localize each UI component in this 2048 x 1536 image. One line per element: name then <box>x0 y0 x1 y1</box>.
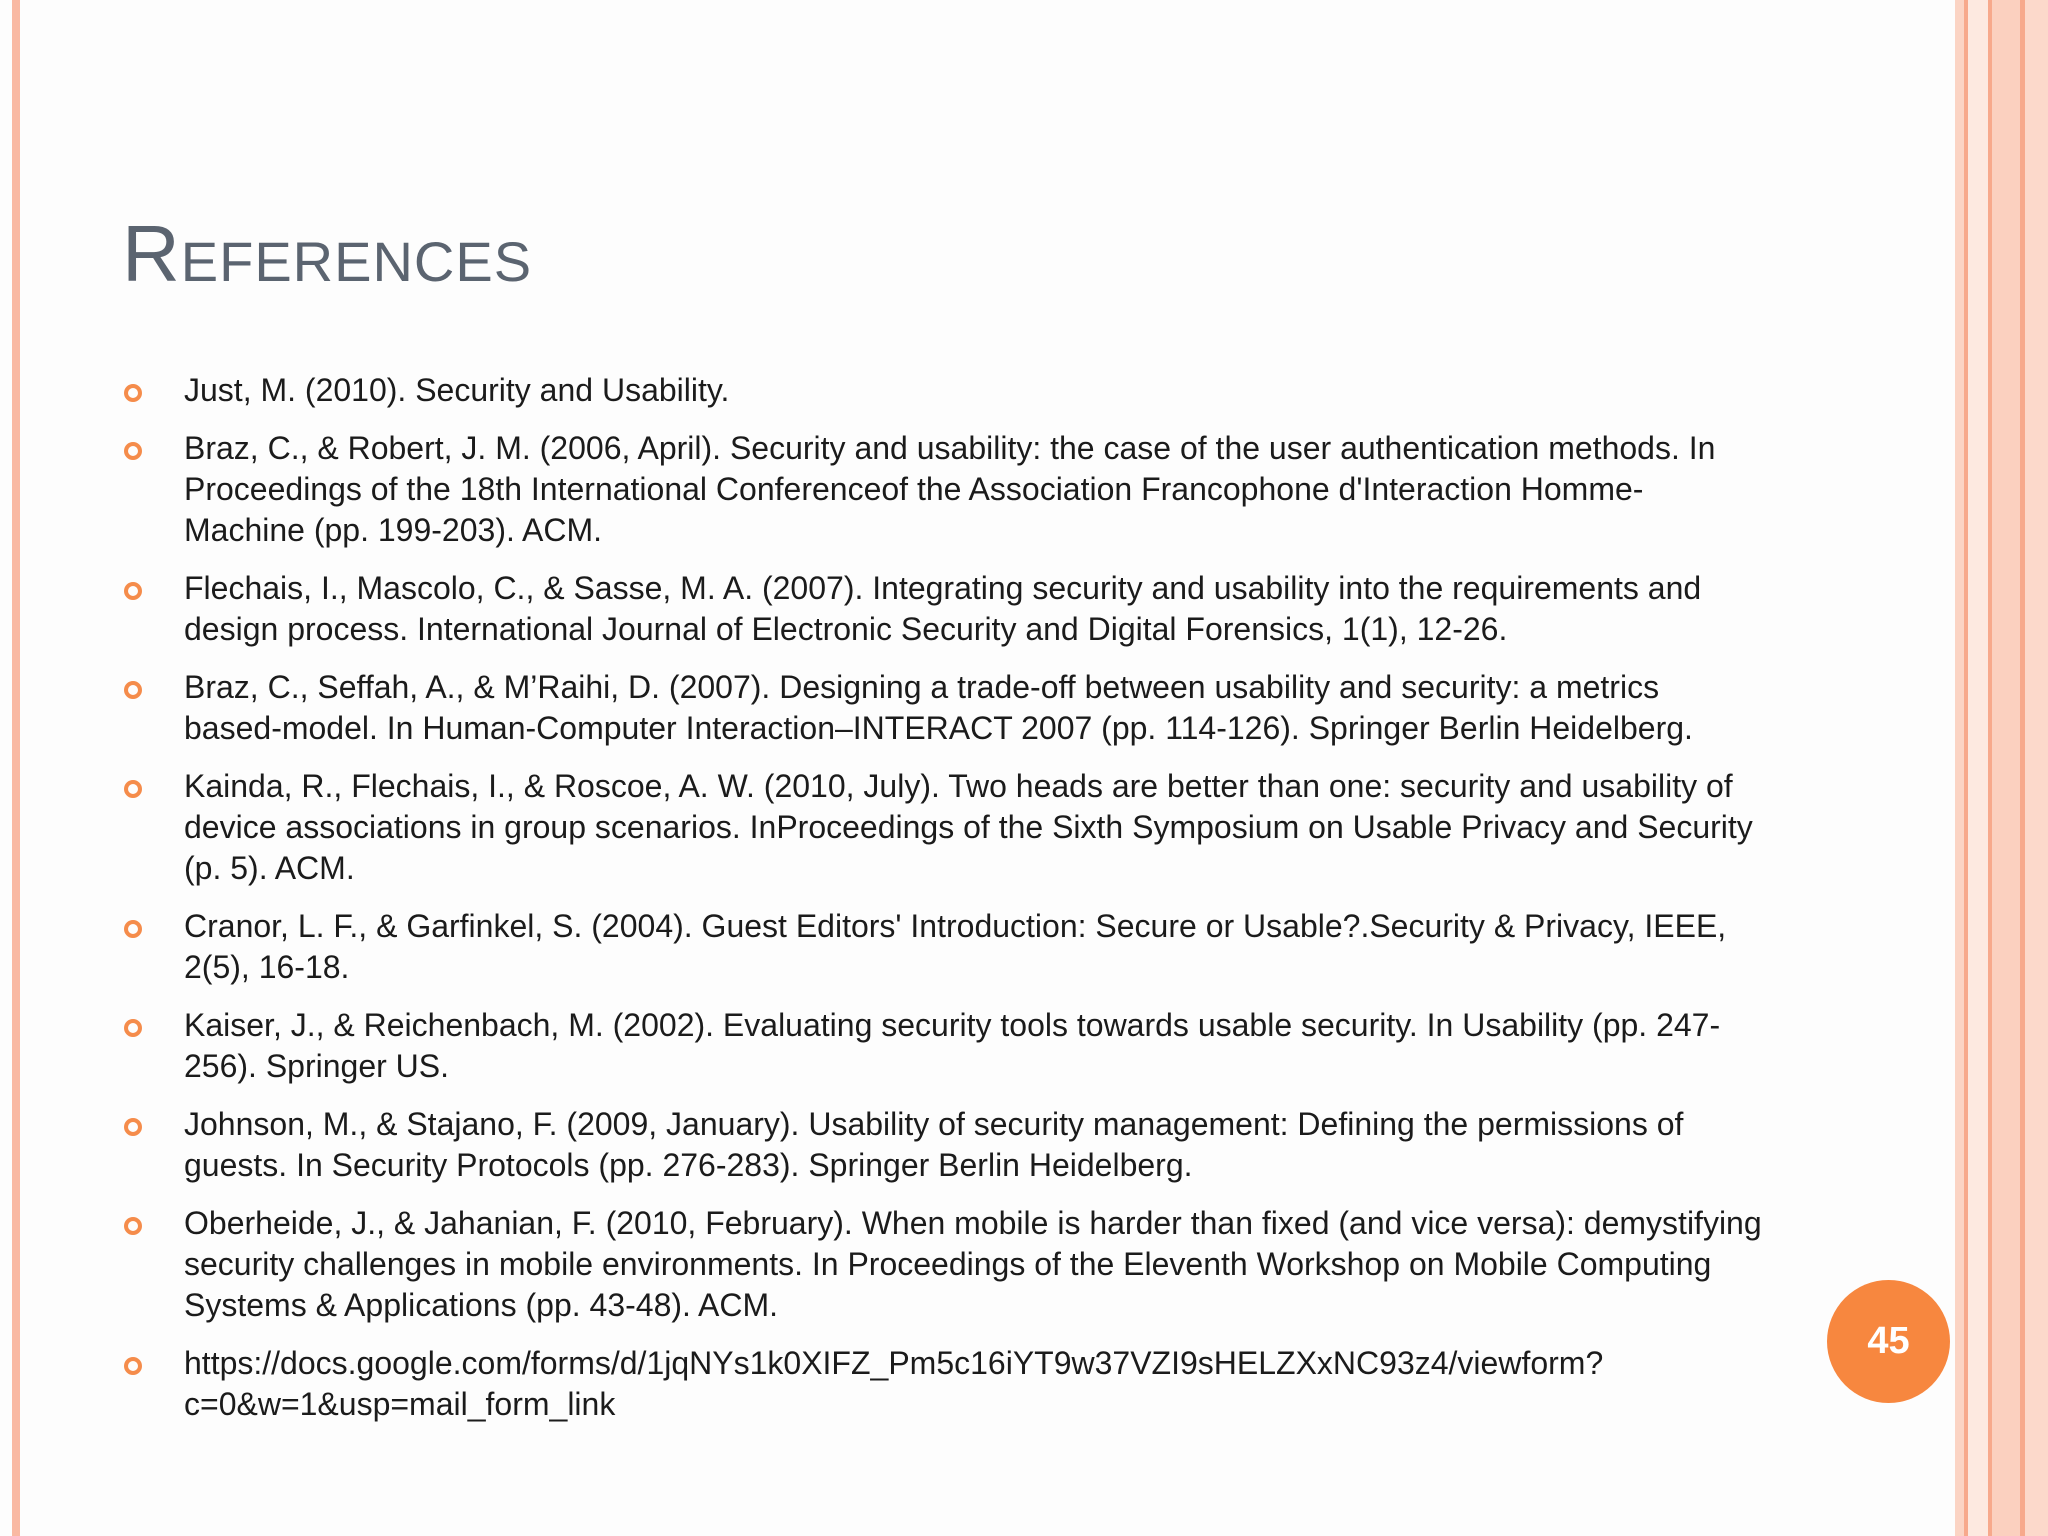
ring-bullet-icon <box>124 384 142 402</box>
reference-text: Braz, C., Seffah, A., & M’Raihi, D. (2007). Designing a trade-off between usability and security: a metrics based-model. In Human-Computer Interaction–INTERACT 2007 (pp. 114-126). Springer Berlin Heidelberg. <box>184 669 1693 746</box>
reference-list <box>122 370 1762 1442</box>
ring-bullet-icon <box>124 1217 142 1235</box>
ring-bullet-icon <box>124 1019 142 1037</box>
reference-item <box>122 667 1762 749</box>
reference-item <box>122 1203 1762 1326</box>
reference-text: Flechais, I., Mascolo, C., & Sasse, M. A. (2007). Integrating security and usability into the requirements and design process. International Journal of Electronic Security and Digital Forensics, 1(1), 12-26. <box>184 570 1702 647</box>
reference-text: Cranor, L. F., & Garfinkel, S. (2004). Guest Editors' Introduction: Secure or Usable?.Security & Privacy, IEEE, 2(5), 16-18. <box>184 908 1727 985</box>
reference-text: Oberheide, J., & Jahanian, F. (2010, February). When mobile is harder than fixed (and vice versa): demystifying security challenges in mobile environments. In Proceedings of the Eleventh Workshop on Mobile Computing Systems & Applications (pp. 43-48). ACM. <box>184 1205 1762 1323</box>
ring-bullet-icon <box>124 1357 142 1375</box>
reference-text: Kaiser, J., & Reichenbach, M. (2002). Evaluating security tools towards usable security. In Usability (pp. 247-256). Springer US. <box>184 1007 1721 1084</box>
reference-item <box>122 428 1762 551</box>
reference-text: Johnson, M., & Stajano, F. (2009, January). Usability of security management: Defining the permissions of guests. In Security Protocols (pp. 276-283). Springer Berlin Heidelberg. <box>184 1106 1684 1183</box>
left-border-stripe <box>12 0 20 1536</box>
reference-text: Kainda, R., Flechais, I., & Roscoe, A. W. (2010, July). Two heads are better than one: security and usability of device associations in group scenarios. InProceedings of the Sixth Symposium on Usable Privacy and Security (p. 5). ACM. <box>184 768 1753 886</box>
ring-bullet-icon <box>124 442 142 460</box>
reference-item <box>122 766 1762 889</box>
reference-item <box>122 1005 1762 1087</box>
right-border-stripe <box>2025 0 2048 1536</box>
ring-bullet-icon <box>124 1118 142 1136</box>
ring-bullet-icon <box>124 780 142 798</box>
page-number: 45 <box>1867 1320 1910 1362</box>
reference-item <box>122 1104 1762 1186</box>
slide-title: References <box>122 209 533 298</box>
page-number-badge <box>1827 1280 1950 1403</box>
right-border-stripe <box>1992 0 2020 1536</box>
reference-item-link[interactable] <box>122 1343 1762 1425</box>
reference-item <box>122 906 1762 988</box>
right-border-stripe <box>1968 0 1988 1536</box>
reference-text: Braz, C., & Robert, J. M. (2006, April). Security and usability: the case of the user authentication methods. In Proceedings of the 18th International Conferenceof the Association Francophone d'Interaction Homme-Machine (pp. 199-203). ACM. <box>184 430 1716 548</box>
reference-url[interactable]: https://docs.google.com/forms/d/1jqNYs1k0XIFZ_Pm5c16iYT9w37VZI9sHELZXxNC93z4/viewform?c=0&w=1&usp=mail_form_link <box>184 1345 1604 1422</box>
right-border-stripe <box>1955 0 1964 1536</box>
ring-bullet-icon <box>124 582 142 600</box>
reference-item <box>122 568 1762 650</box>
ring-bullet-icon <box>124 681 142 699</box>
ring-bullet-icon <box>124 920 142 938</box>
reference-item <box>122 370 1762 411</box>
reference-text: Just, M. (2010). Security and Usability. <box>184 372 730 408</box>
